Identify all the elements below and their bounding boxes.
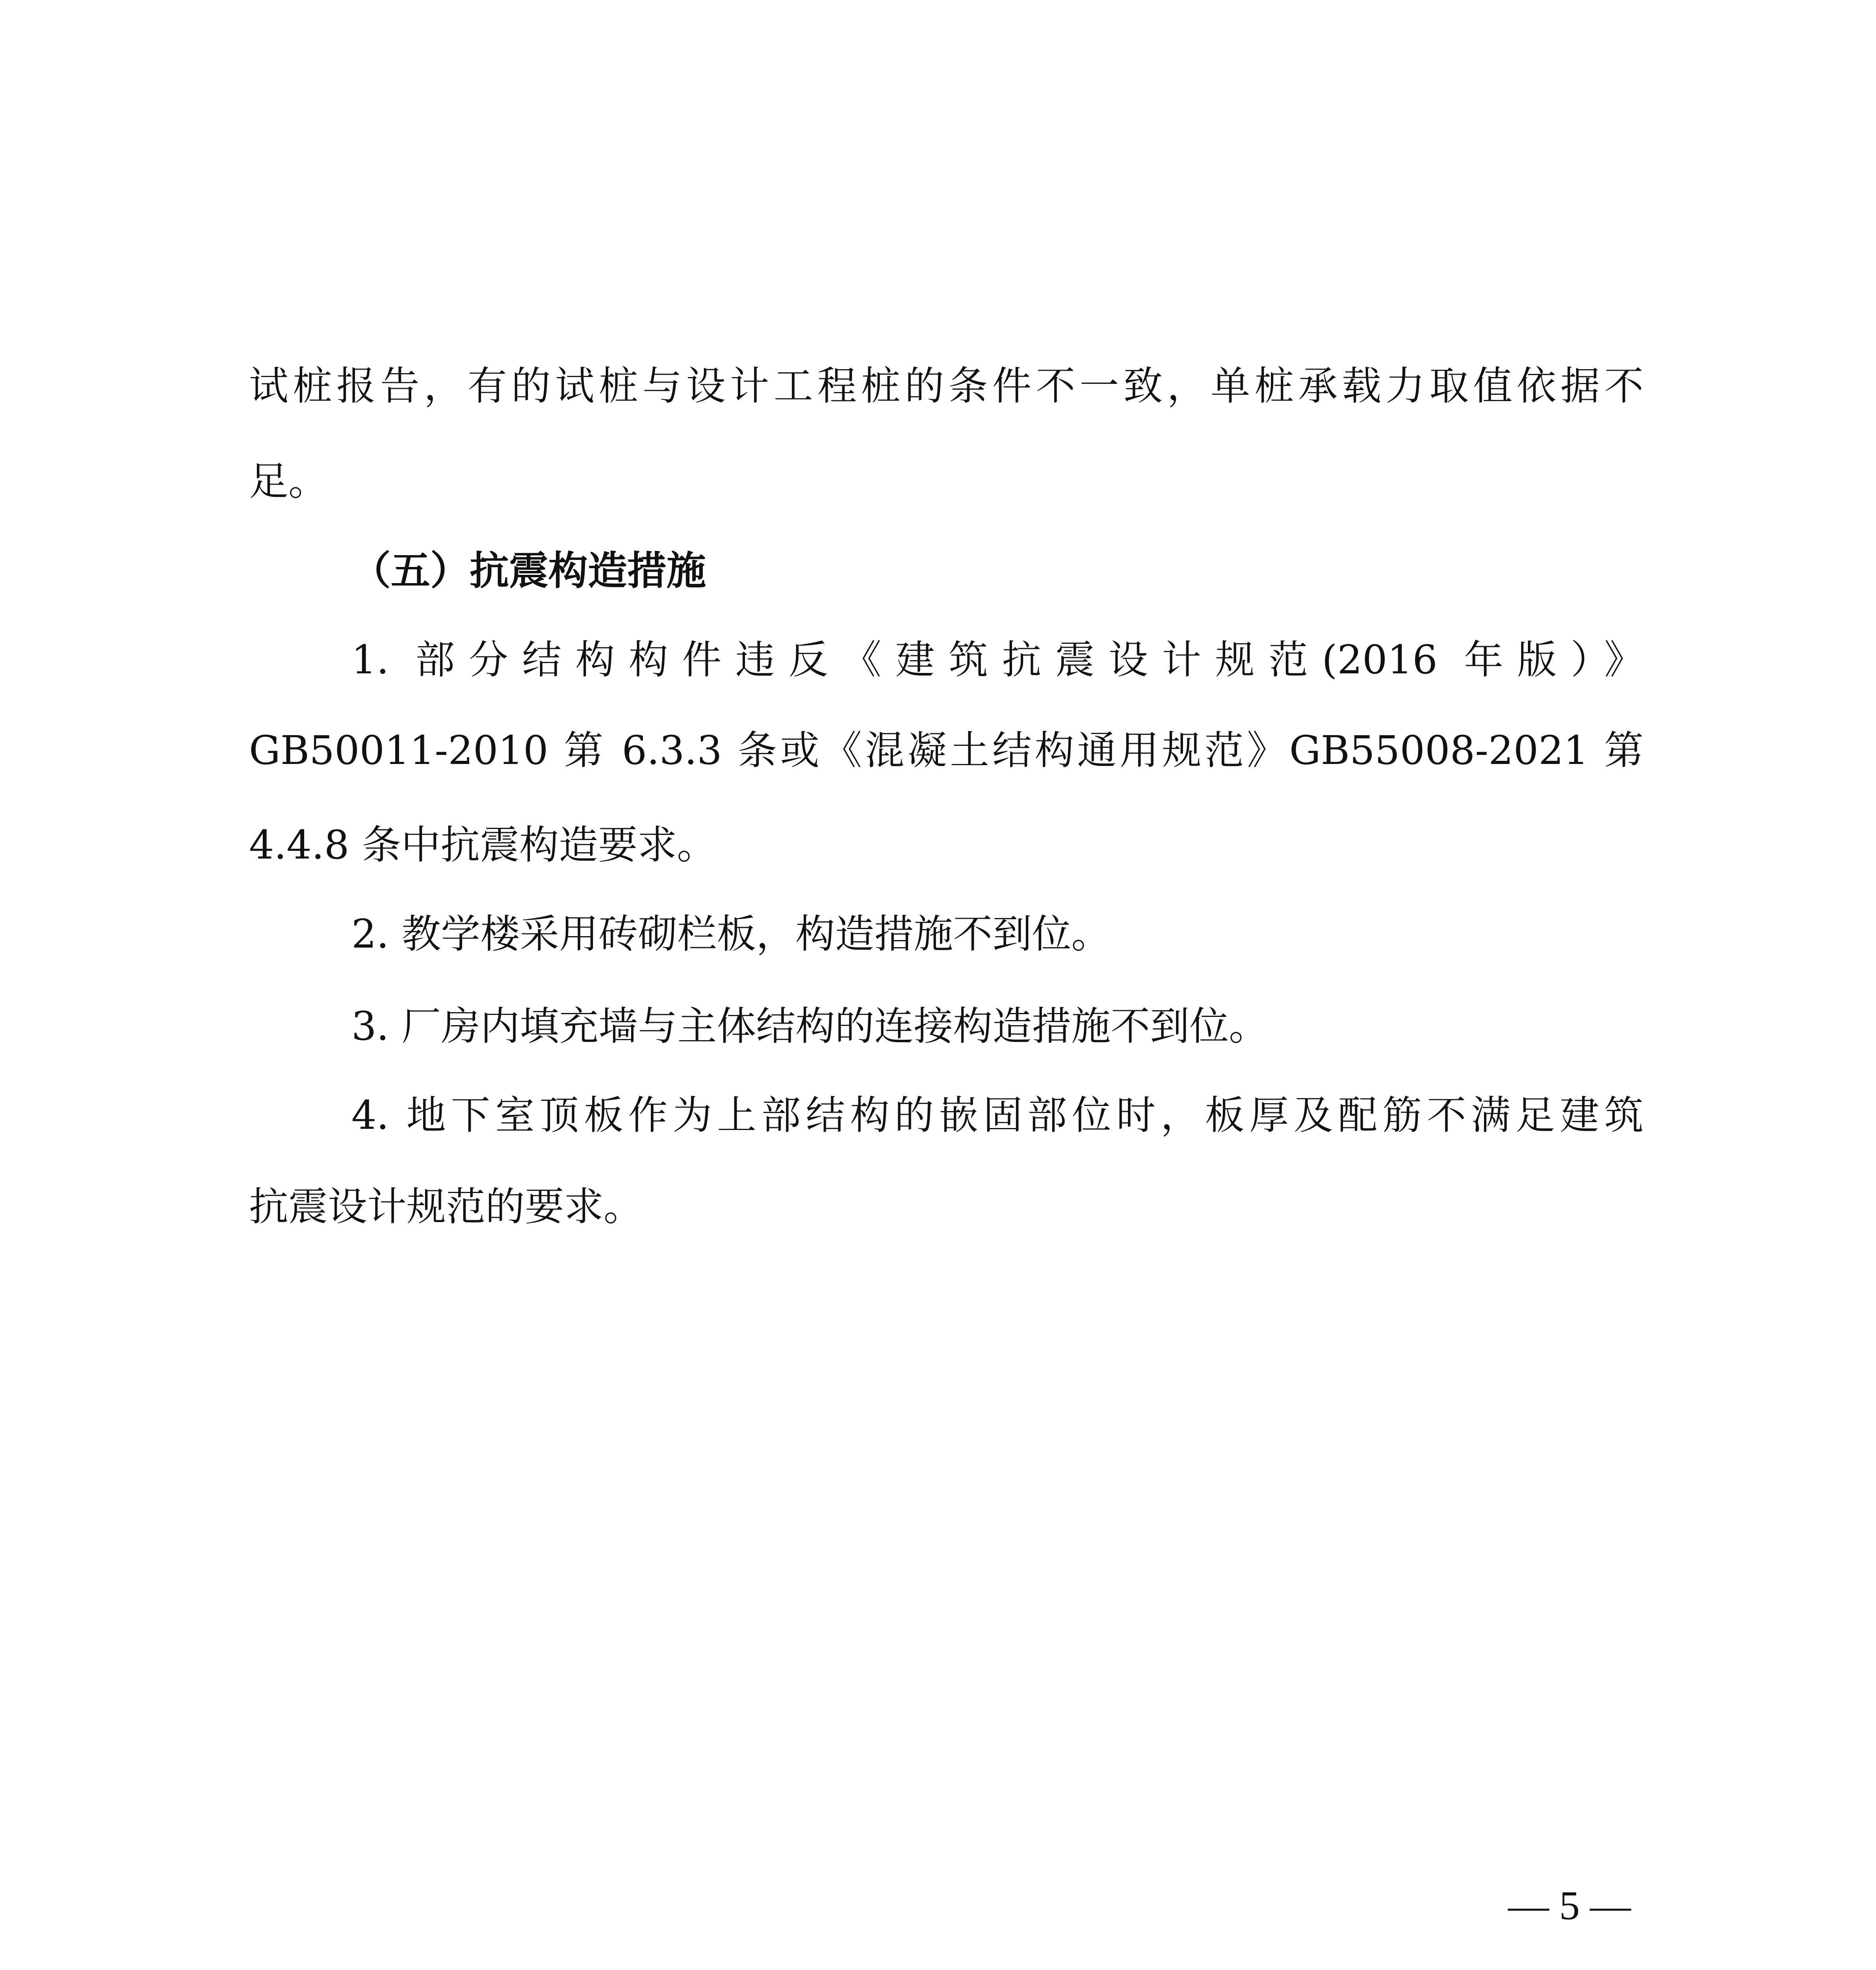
paragraph-line-1: 试桩报告，有的试桩与设计工程桩的条件不一致，单桩承载力取值依据不 bbox=[249, 363, 1644, 409]
list-item-4-line-2: 抗震设计规范的要求。 bbox=[249, 1184, 643, 1230]
list-item-1-line-1: 1. 部分结构构件违反《建筑抗震设计规范(2016 年版）》 bbox=[351, 637, 1644, 683]
paragraph-line-2: 足。 bbox=[249, 458, 328, 504]
list-item-4-line-1: 4. 地下室顶板作为上部结构的嵌固部位时，板厚及配筋不满足建筑 bbox=[351, 1092, 1644, 1138]
list-item-2: 2. 教学楼采用砖砌栏板，构造措施不到位。 bbox=[351, 911, 1111, 957]
list-item-1-line-3: 4.4.8 条中抗震构造要求。 bbox=[249, 822, 717, 868]
list-item-1-line-2: GB50011-2010 第 6.3.3 条或《混凝土结构通用规范》GB55008-2021 第 bbox=[249, 727, 1644, 773]
list-item-3: 3. 厂房内填充墙与主体结构的连接构造措施不到位。 bbox=[351, 1003, 1269, 1049]
page-number: — 5 — bbox=[1508, 1883, 1631, 1928]
section-heading: （五）抗震构造措施 bbox=[351, 547, 706, 594]
